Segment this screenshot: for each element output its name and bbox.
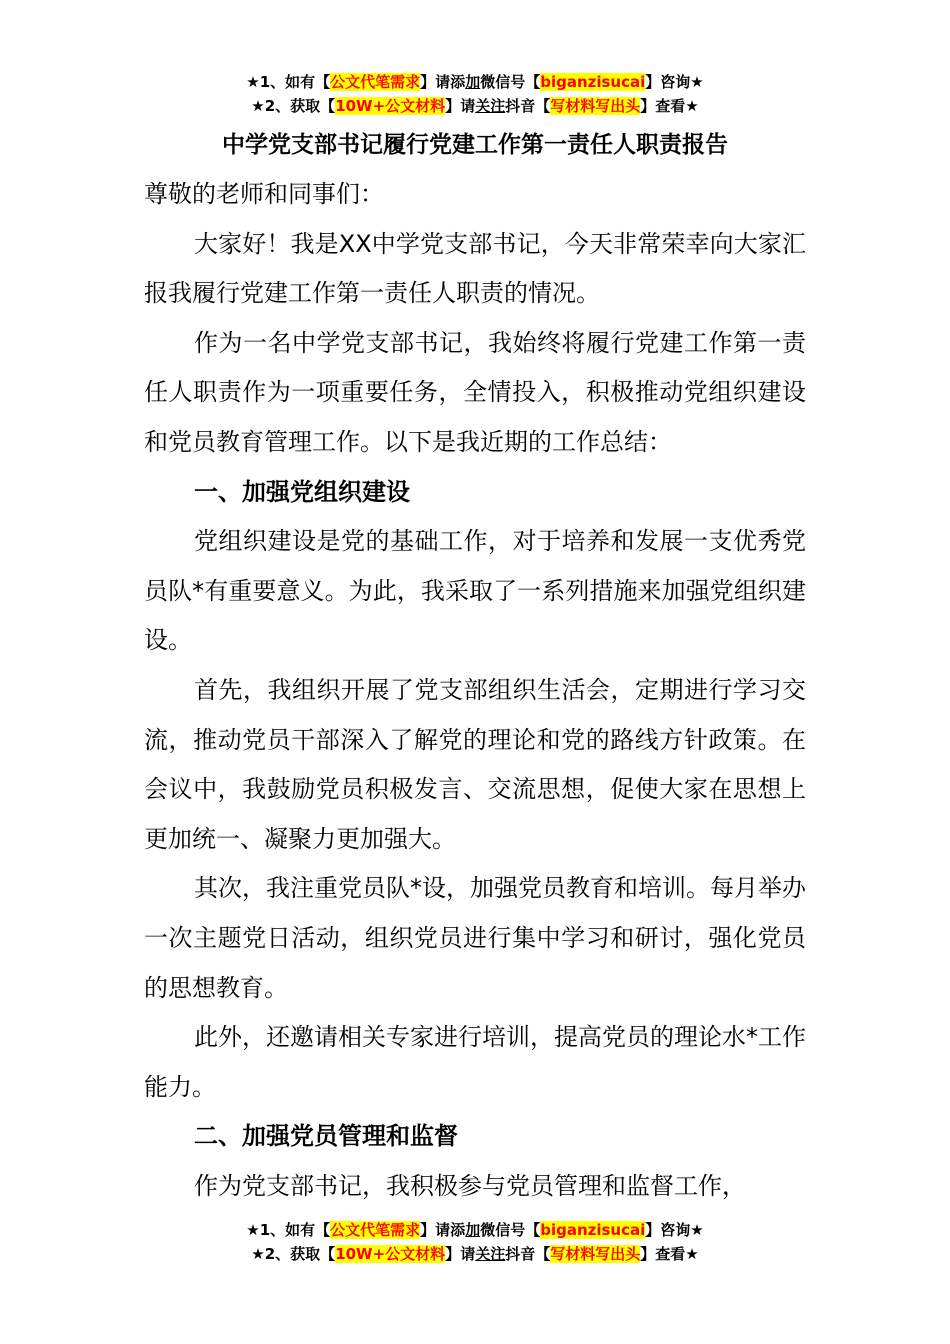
salutation: 尊敬的老师和同事们：: [144, 180, 384, 208]
banner-text: 加: [465, 73, 481, 91]
banner-text: 关注: [475, 97, 506, 115]
banner-text: 】查看★: [640, 1245, 699, 1263]
banner-text: ★2、获取【: [251, 97, 336, 115]
banner-text: 】咨询★: [645, 1221, 704, 1239]
highlight-douyin-account: 写材料写出头: [550, 1245, 641, 1263]
paragraph: 大家好！我是XX中学党支部书记，今天非常荣幸向大家汇报我履行党建工作第一责任人职责的情况。: [144, 229, 806, 308]
header-banner: [0, 70, 950, 118]
paragraph: 党组织建设是党的基础工作，对于培养和发展一支优秀党员队*有重要意义。为此，我采取了一系列措施来加强党组织建设。: [144, 527, 806, 655]
banner-text: ★1、如有【: [246, 73, 331, 91]
highlight-materials: 10W+公文材料: [335, 1245, 446, 1263]
highlight-wechat-id: biganzisucai: [540, 73, 646, 91]
highlight-douyin-account: 写材料写出头: [550, 97, 641, 115]
banner-text: 加: [465, 1221, 481, 1239]
banner-line-2: [0, 94, 950, 118]
banner-text: 关注: [475, 1245, 506, 1263]
banner-line-1: [0, 1218, 950, 1242]
footer-banner: [0, 1218, 950, 1266]
section-heading: 一、加强党组织建设: [194, 477, 410, 506]
highlight-wechat-id: biganzisucai: [540, 1221, 646, 1239]
banner-text: 微信号【: [480, 1221, 541, 1239]
paragraph: 首先，我组织开展了党支部组织生活会，定期进行学习交流，推动党员干部深入了解党的理论和党的路线方针政策。在会议中，我鼓励党员积极发言、交流思想，促使大家在思想上更加统一、凝聚力更加强大。: [144, 675, 806, 853]
banner-text: ★1、如有【: [246, 1221, 331, 1239]
section-heading: 二、加强党员管理和监督: [194, 1122, 458, 1151]
banner-text: 】请: [445, 97, 476, 115]
banner-text: 】请添: [420, 1221, 466, 1239]
banner-text: ★2、获取【: [251, 1245, 336, 1263]
banner-text: 】请: [445, 1245, 476, 1263]
banner-text: 】请添: [420, 73, 466, 91]
document-title: 中学党支部书记履行党建工作第一责任人职责报告: [222, 132, 728, 158]
banner-line-1: [0, 70, 950, 94]
paragraph: 此外，还邀请相关专家进行培训，提高党员的理论水*工作能力。: [144, 1023, 806, 1101]
document-body: [144, 170, 806, 1211]
banner-text: 】查看★: [640, 97, 699, 115]
highlight-ghostwriting: 公文代笔需求: [330, 1221, 421, 1239]
banner-text: 抖音【: [505, 1245, 551, 1263]
highlight-ghostwriting: 公文代笔需求: [330, 73, 421, 91]
banner-text: 抖音【: [505, 97, 551, 115]
banner-text: 微信号【: [480, 73, 541, 91]
highlight-materials: 10W+公文材料: [335, 97, 446, 115]
paragraph: 其次，我注重党员队*设，加强党员教育和培训。每月举办一次主题党日活动，组织党员进行集中学习和研讨，强化党员的思想教育。: [144, 874, 806, 1002]
paragraph: 作为党支部书记，我积极参与党员管理和监督工作，: [194, 1171, 746, 1200]
paragraph: 作为一名中学党支部书记，我始终将履行党建工作第一责任人职责作为一项重要任务，全情投入，积极推动党组织建设和党员教育管理工作。以下是我近期的工作总结：: [144, 328, 806, 456]
banner-line-2: [0, 1242, 950, 1266]
banner-text: 】咨询★: [645, 73, 704, 91]
